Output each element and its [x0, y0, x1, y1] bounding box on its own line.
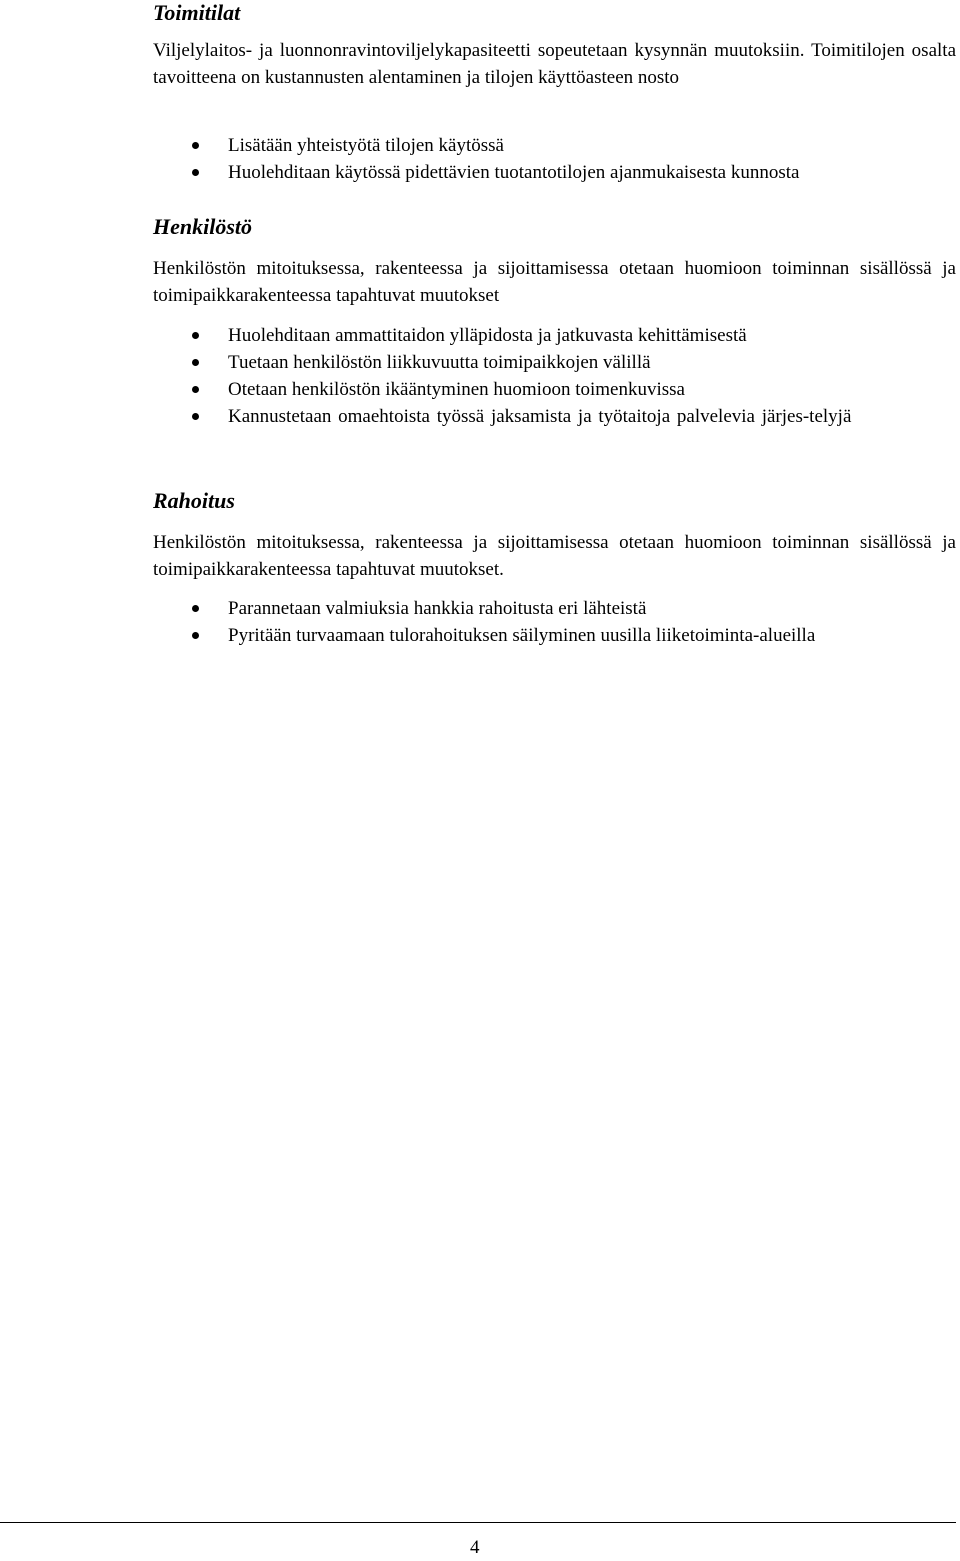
- list-item: Huolehditaan ammattitaidon ylläpidosta ja jatkuvasta kehittämisestä: [153, 322, 956, 349]
- section-paragraph-henkilosto: Henkilöstön mitoituksessa, rakenteessa ja sijoittamisessa otetaan huomioon toiminnan sisällössä ja toimipaikkarakenteessa tapahtuvat muutokset: [153, 258, 956, 306]
- section-heading-rahoitus: Rahoitus: [153, 488, 235, 513]
- section-heading-henkilosto: Henkilöstö: [153, 214, 253, 239]
- page-number: 4: [470, 1537, 480, 1558]
- bullet-icon: [192, 605, 199, 612]
- list-item: Kannustetaan omaehtoista työssä jaksamista ja työtaitoja palvelevia järjes-telyjä: [153, 403, 956, 430]
- bullet-icon: [192, 413, 199, 420]
- list-item: Huolehditaan käytössä pidettävien tuotantotilojen ajanmukaisesta kunnosta: [153, 159, 956, 186]
- list-item: Otetaan henkilöstön ikääntyminen huomioon toimenkuvissa: [153, 376, 956, 403]
- bullet-list-henkilosto: [153, 322, 956, 430]
- footer-divider: [0, 1522, 956, 1523]
- bullet-icon: [192, 359, 199, 366]
- list-item: Lisätään yhteistyötä tilojen käytössä: [153, 132, 956, 159]
- section-paragraph-rahoitus: Henkilöstön mitoituksessa, rakenteessa ja sijoittamisessa otetaan huomioon toiminnan sisällössä ja toimipaikkarakenteessa tapahtuvat muutokset.: [153, 532, 956, 580]
- bullet-icon: [192, 332, 199, 339]
- section-heading-toimitilat: Toimitilat: [153, 0, 241, 25]
- bullet-list-rahoitus: [153, 595, 956, 649]
- bullet-icon: [192, 632, 199, 639]
- bullet-list-toimitilat: [153, 132, 956, 186]
- list-item: Parannetaan valmiuksia hankkia rahoitusta eri lähteistä: [153, 595, 956, 622]
- bullet-icon: [192, 142, 199, 149]
- bullet-icon: [192, 169, 199, 176]
- list-item: Tuetaan henkilöstön liikkuvuutta toimipaikkojen välillä: [153, 349, 956, 376]
- bullet-icon: [192, 386, 199, 393]
- section-paragraph-toimitilat: Viljelylaitos- ja luonnonravintoviljelykapasiteetti sopeutetaan kysynnän muutoksiin. Toimitilojen osalta tavoitteena on kustannusten alentaminen ja tilojen käyttöasteen nosto: [153, 40, 956, 88]
- list-item: Pyritään turvaamaan tulorahoituksen säilyminen uusilla liiketoiminta-alueilla: [153, 622, 956, 649]
